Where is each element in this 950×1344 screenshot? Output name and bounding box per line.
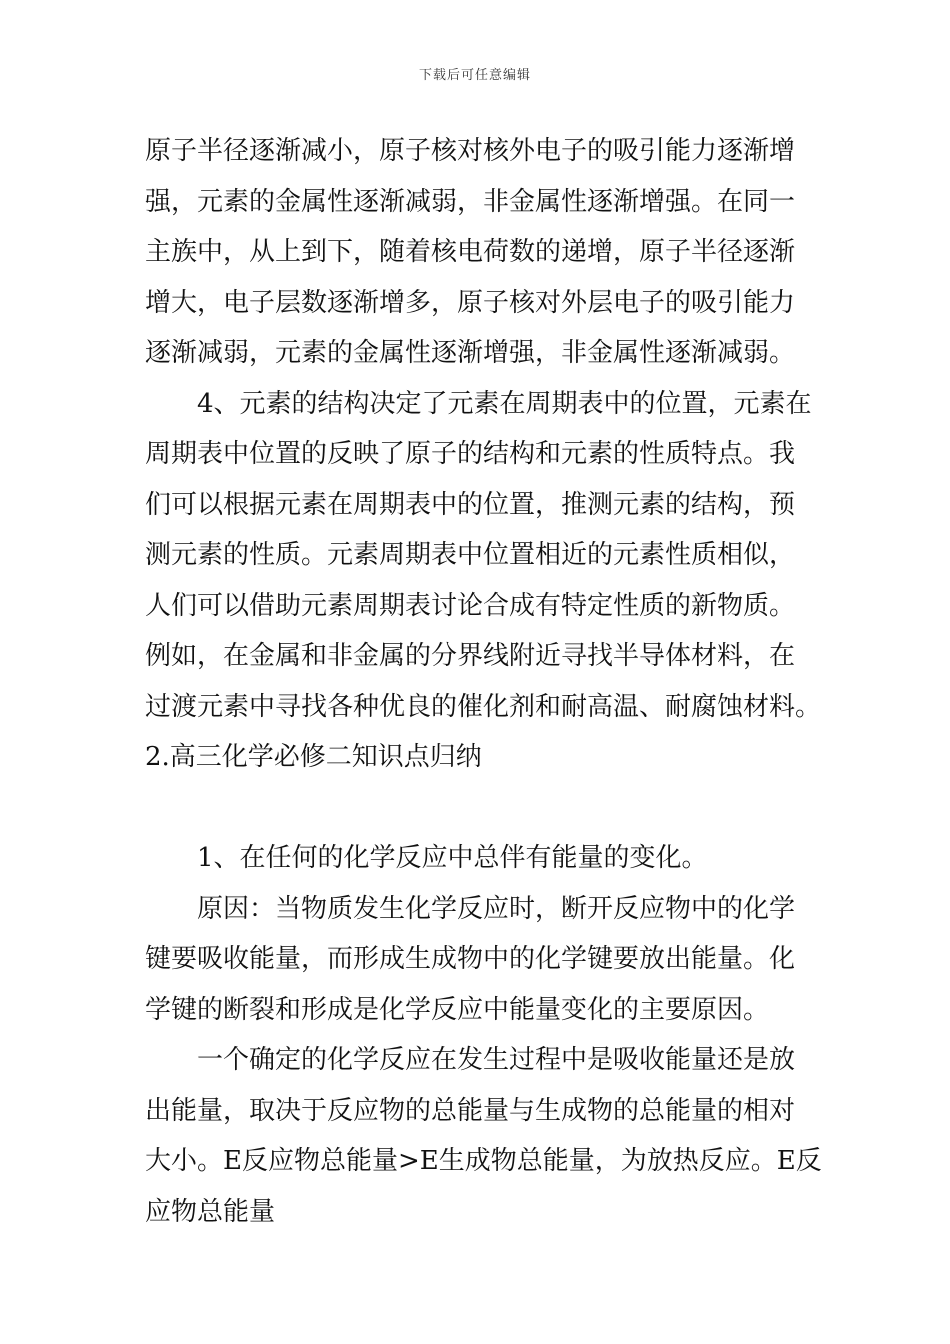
- text-line: 大小。E反应物总能量>E生成物总能量，为放热反应。E反: [145, 1146, 822, 1176]
- text-line: 例如，在金属和非金属的分界线附近寻找半导体材料，在: [145, 641, 796, 671]
- text-line: 原因：当物质发生化学反应时，断开反应物中的化学: [197, 893, 796, 924]
- text-line: 逐渐减弱，元素的金属性逐渐增强，非金属性逐渐减弱。: [145, 338, 796, 368]
- text-line: 1、在任何的化学反应中总伴有能量的变化。: [197, 843, 708, 873]
- text-line: 过渡元素中寻找各种优良的催化剂和耐高温、耐腐蚀材料。: [145, 691, 822, 722]
- text-line: 应物总能量: [145, 1196, 276, 1227]
- text-line: 周期表中位置的反映了原子的结构和元素的性质特点。我: [145, 439, 796, 469]
- text-line: 们可以根据元素在周期表中的位置，推测元素的结构，预: [145, 489, 796, 520]
- text-line: 增大，电子层数逐渐增多，原子核对外层电子的吸引能力: [145, 287, 796, 318]
- text-line: 一个确定的化学反应在发生过程中是吸收能量还是放: [197, 1045, 796, 1075]
- text-line: 原子半径逐渐减小，原子核对核外电子的吸引能力逐渐增: [145, 136, 796, 166]
- text-line: 人们可以借助元素周期表讨论合成有特定性质的新物质。: [145, 590, 796, 621]
- blank-line: [145, 783, 807, 834]
- text-line: 4、元素的结构决定了元素在周期表中的位置，元素在: [197, 388, 812, 419]
- text-line: 强，元素的金属性逐渐减弱，非金属性逐渐增强。在同一: [145, 186, 796, 217]
- text-line: 学键的断裂和形成是化学反应中能量变化的主要原因。: [145, 994, 770, 1025]
- text-line: 出能量，取决于反应物的总能量与生成物的总能量的相对: [145, 1095, 796, 1126]
- section-heading: 2.高三化学必修二知识点归纳: [145, 742, 482, 772]
- text-line: 主族中，从上到下，随着核电荷数的递增，原子半径逐渐: [145, 237, 796, 267]
- text-line: 测元素的性质。元素周期表中位置相近的元素性质相似，: [145, 540, 796, 570]
- page-header: 下载后可任意编辑: [418, 68, 531, 83]
- document-body: [145, 126, 822, 1237]
- text-line: 键要吸收能量，而形成生成物中的化学键要放出能量。化: [145, 944, 796, 974]
